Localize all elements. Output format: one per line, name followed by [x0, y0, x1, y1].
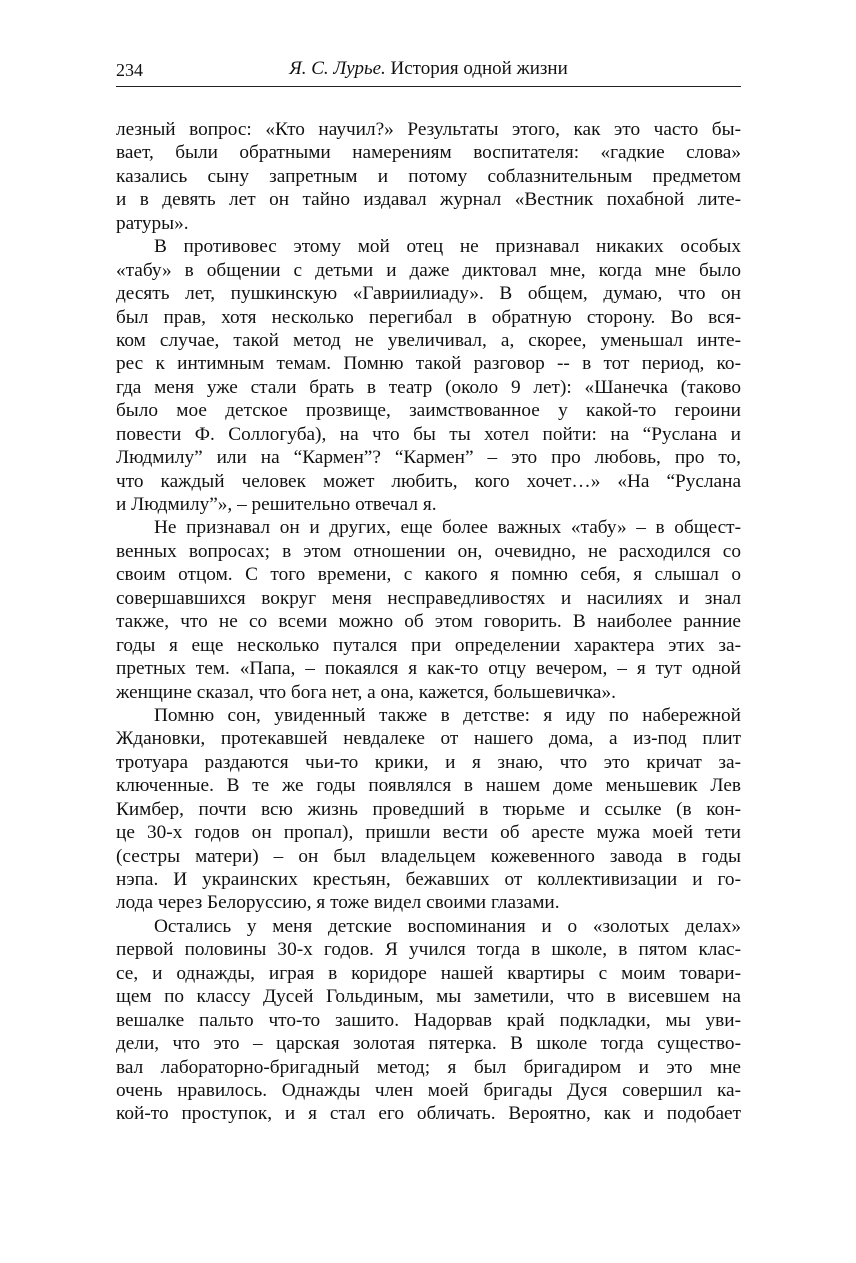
- text-line: Не признавал он и других, еще более важных «табу» – в общест-: [154, 517, 741, 539]
- running-header: [116, 58, 741, 87]
- page-number: 234: [116, 60, 143, 80]
- text-line: ком случае, такой метод не увеличивал, а, скорее, уменьшал инте-: [116, 329, 741, 351]
- text-line: Ждановки, протекавшей невдалеке от нашего дома, а из-под плит: [116, 728, 741, 750]
- text-line: се, и однажды, играя в коридоре нашей квартиры с моим товари-: [116, 962, 741, 984]
- text-line: щем по классу Дусей Гольдиным, мы заметили, что в висевшем на: [116, 986, 741, 1008]
- running-title-author: Я. С. Лурье.: [289, 58, 386, 79]
- text-line: тротуара раздаются чьи-то крики, и я знаю, что это кричат за-: [116, 751, 741, 773]
- text-line: Помню сон, увиденный также в детстве: я иду по набережной: [154, 704, 741, 726]
- text-line: годы я еще несколько путался при определении характера этих за-: [116, 634, 741, 656]
- text-line: Кимбер, почти всю жизнь проведший в тюрьме и ссылке (в кон-: [116, 798, 741, 820]
- text-line: дели, что это – царская золотая пятерка. В школе тогда существо-: [116, 1033, 741, 1055]
- text-line: повести Ф. Соллогуба), на что бы ты хотел пойти: на “Руслана и: [116, 423, 741, 445]
- text-line: своим отцом. С того времени, с какого я помню себя, я слышал о: [116, 564, 741, 586]
- text-line: женщине сказал, что бога нет, а она, кажется, большевичка».: [116, 681, 616, 703]
- text-line: В противовес этому мой отец не признавал никаких особых: [154, 236, 741, 258]
- text-line: кой-то проступок, и я стал его обличать. Вероятно, как и подобает: [116, 1103, 741, 1125]
- text-line: венных вопросах; в этом отношении он, очевидно, не расходился со: [116, 540, 741, 562]
- text-line: десять лет, пушкинскую «Гавриилиаду». В общем, думаю, что он: [116, 283, 741, 305]
- text-line: первой половины 30-х годов. Я учился тогда в школе, в пятом клас-: [116, 939, 741, 961]
- text-line: ратуры».: [116, 212, 189, 234]
- text-line: Людмилу” или на “Кармен”? “Кармен” – это про любовь, про то,: [116, 447, 741, 469]
- running-title: [116, 58, 741, 80]
- text-line: вает, были обратными намерениям воспитателя: «гадкие слова»: [116, 142, 741, 164]
- text-line: очень нравилось. Однажды член моей бригады Дуся совершил ка-: [116, 1079, 741, 1101]
- running-title-book: История одной жизни: [390, 58, 568, 79]
- page-body-text: [116, 118, 741, 1126]
- text-line: вал лабораторно-бригадный метод; я был бригадиром и это мне: [116, 1056, 741, 1078]
- text-line: ключенные. В те же годы появлялся в нашем доме меньшевик Лев: [116, 775, 741, 797]
- text-line: казались сыну запретным и потому соблазнительным предметом: [116, 165, 741, 187]
- text-line: Остались у меня детские воспоминания и о «золотых делах»: [154, 915, 741, 937]
- text-line: было мое детское прозвище, заимствованное у какой-то героини: [116, 400, 741, 422]
- text-line: рес к интимным темам. Помню такой разговор -- в тот период, ко-: [116, 353, 741, 375]
- text-line: претных тем. «Папа, – покаялся я как-то отцу вечером, – я тут одной: [116, 658, 741, 680]
- text-line: что каждый человек может любить, кого хочет…» «На “Руслана: [116, 470, 741, 492]
- text-line: лода через Белоруссию, я тоже видел своими глазами.: [116, 892, 560, 914]
- text-line: лезный вопрос: «Кто научил?» Результаты этого, как это часто бы-: [116, 119, 741, 140]
- text-line: «табу» в общении с детьми и даже диктовал мне, когда мне было: [116, 259, 741, 281]
- text-line: был прав, хотя несколько перегибал в обратную сторону. Во вся-: [116, 306, 741, 328]
- text-line: также, что не со всеми можно об этом говорить. В наиболее ранние: [116, 611, 741, 633]
- text-line: совершавшихся вокруг меня несправедливостях и насилиях и знал: [116, 587, 741, 609]
- text-line: вешалке пальто что-то зашито. Надорвав край подкладки, мы уви-: [116, 1009, 741, 1031]
- text-line: (сестры матери) – он был владельцем кожевенного завода в годы: [116, 845, 741, 867]
- text-line: гда меня уже стали брать в театр (около 9 лет): «Шанечка (таково: [116, 376, 741, 398]
- text-line: и в девять лет он тайно издавал журнал «Вестник похабной лите-: [116, 189, 741, 211]
- text-line: нэпа. И украинских крестьян, бежавших от коллективизации и го-: [116, 869, 741, 890]
- text-line: и Людмилу”», – решительно отвечал я.: [116, 494, 437, 515]
- text-line: це 30-х годов он пропал), пришли вести об аресте мужа моей тети: [116, 822, 741, 844]
